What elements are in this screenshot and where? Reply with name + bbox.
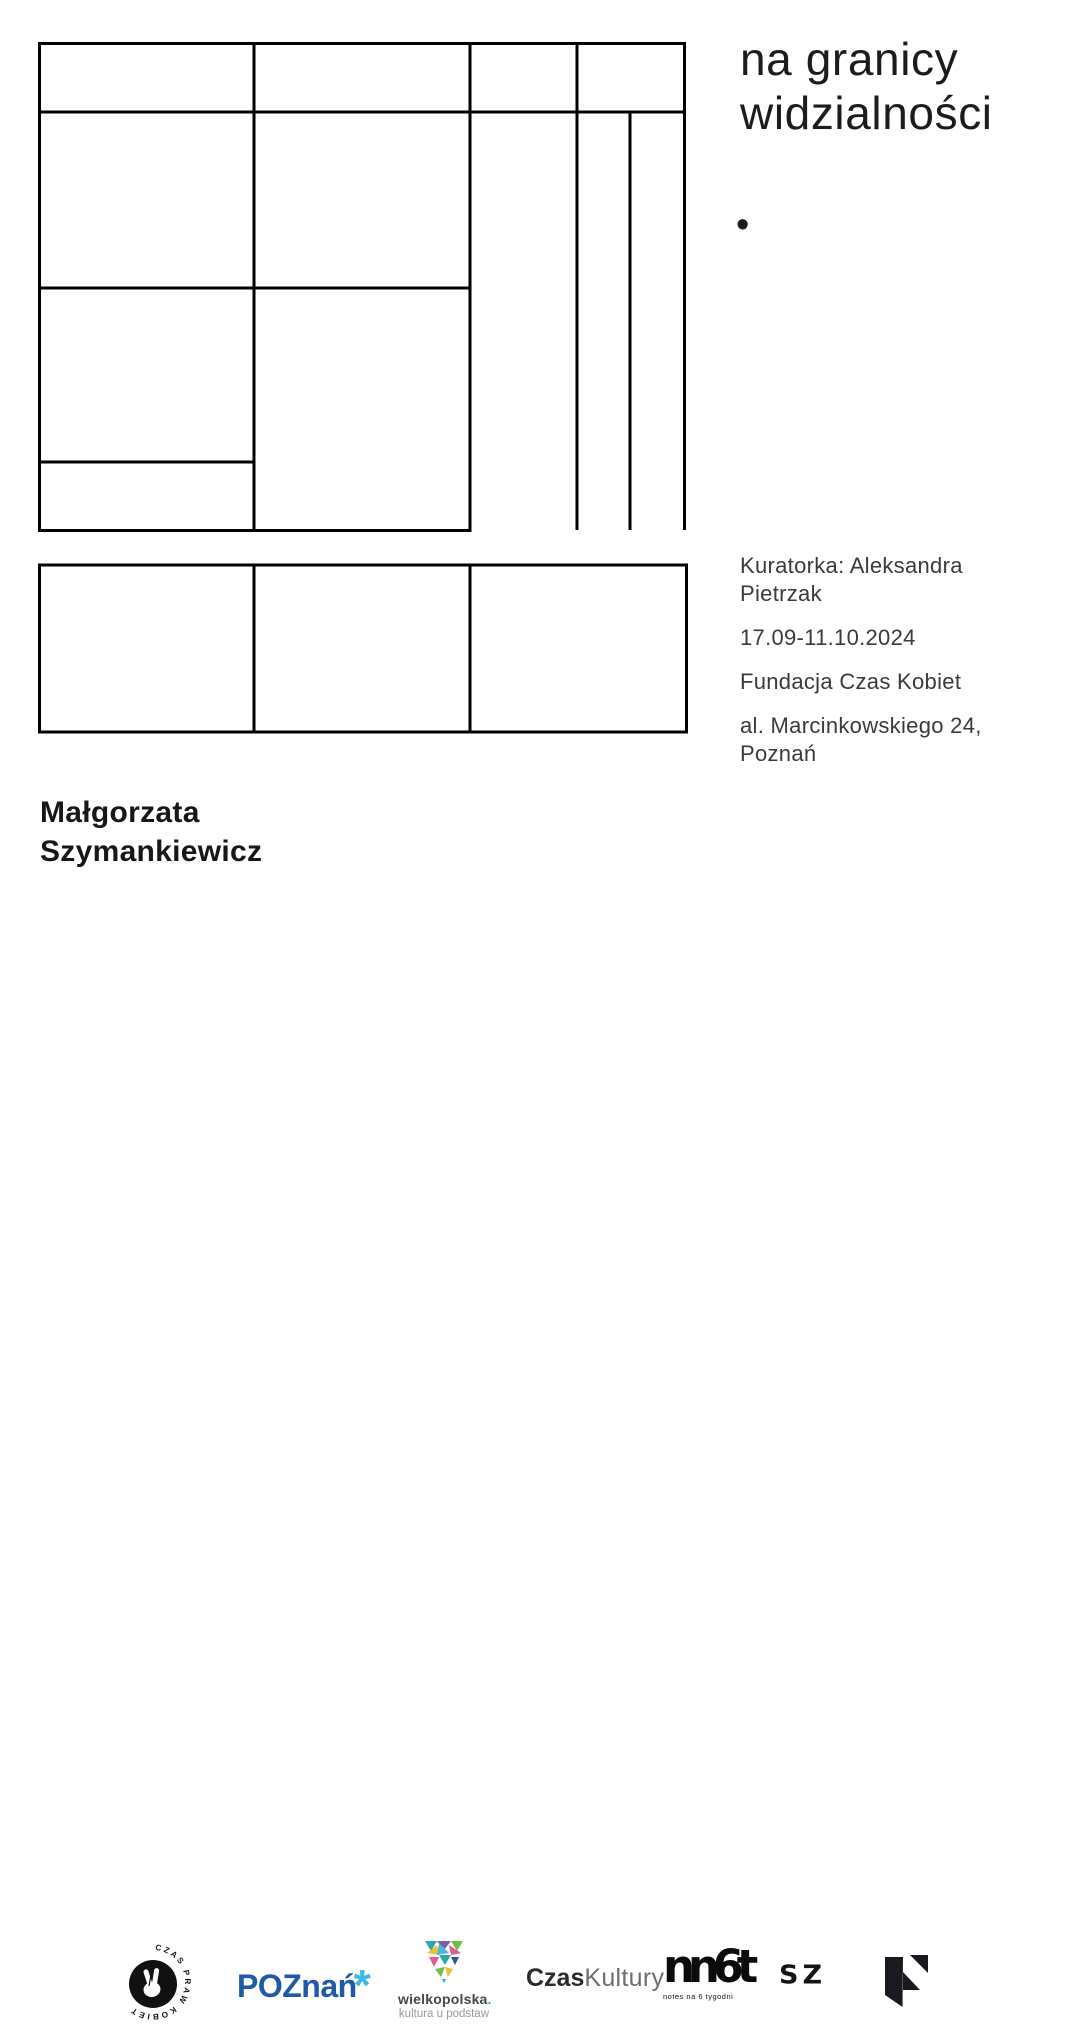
wielkopolska-logo	[398, 1941, 490, 2021]
poznan-caps: POZ	[237, 1968, 302, 2004]
czas-kultury-logo	[526, 1964, 664, 1993]
nn6t-glyphs: nn6t	[663, 1940, 752, 1993]
exhibition-title	[740, 32, 993, 140]
title-line-2: widzialności	[740, 87, 993, 139]
artist-name-line-2: Szymankiewicz	[40, 835, 263, 868]
exhibition-details	[740, 552, 1012, 784]
poznan-asterisk-icon: *	[353, 1961, 371, 2010]
wielkopolska-wordmark: wielkopolska.	[398, 1991, 492, 2007]
abstract-line-composition-bottom	[38, 563, 688, 735]
partner-logos-row	[0, 960, 1080, 2022]
abstract-line-composition-top	[38, 40, 688, 534]
ring-text: CZAS PRAW KOBIET	[128, 1942, 193, 2022]
title-line-1: na granicy	[740, 33, 959, 85]
poznan-city-logo	[237, 1958, 373, 2008]
sz-logo: SZ	[779, 1960, 827, 1991]
artist-name	[40, 793, 262, 871]
artist-name-line-1: Małgorzata	[40, 796, 200, 829]
dates-line: 17.09-11.10.2024	[740, 625, 916, 650]
poznan-lower: nań	[301, 1968, 357, 2004]
kultury-part: Kultury	[584, 1964, 665, 1992]
accent-dot: •	[736, 204, 750, 246]
f-mark-logo	[884, 1955, 929, 2008]
middle-triangle	[903, 1972, 920, 1990]
teal-period: .	[487, 1991, 492, 2007]
nn6t-logo	[663, 1940, 752, 2001]
top-right-triangle	[910, 1955, 928, 1973]
venue-line: Fundacja Czas Kobiet	[740, 669, 962, 694]
czas-praw-kobiet-logo	[116, 1941, 194, 2025]
curator-line: Kuratorka: Aleksandra Pietrzak	[740, 553, 963, 606]
mosaic-shield-icon	[425, 1941, 463, 1983]
nn6t-caption: notes na 6 tygodni	[663, 1992, 734, 2001]
banner-shape	[885, 1957, 903, 2007]
czas-part: Czas	[526, 1964, 585, 1992]
wielkopolska-tagline: kultura u podstaw	[398, 2008, 490, 2020]
address-line: al. Marcinkowskiego 24, Poznań	[740, 713, 982, 766]
